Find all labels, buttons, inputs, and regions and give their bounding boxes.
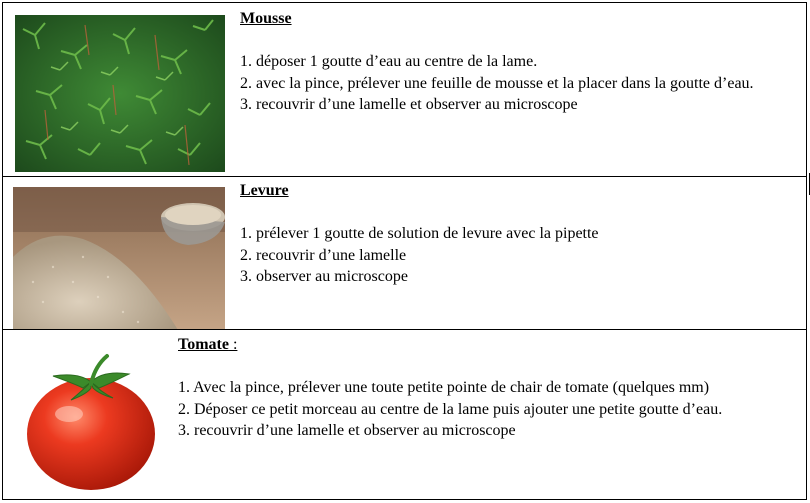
section-text-mousse <box>240 8 800 116</box>
title-text: Tomate <box>178 336 229 353</box>
section-title-tomate <box>178 334 796 356</box>
step-1: 1. Avec la pince, prélever une toute petite pointe de chair de tomate (quelques mm) <box>178 379 710 396</box>
yeast-image <box>13 187 225 330</box>
procedure-table <box>2 2 807 500</box>
title-suffix: : <box>228 336 238 353</box>
title-text: Mousse <box>240 10 292 27</box>
step-2: 2. recouvrir d’une lamelle <box>240 246 407 264</box>
section-text-tomate <box>178 334 796 442</box>
tomato-image <box>21 352 161 492</box>
table-row-mousse <box>3 3 806 176</box>
moss-photo <box>15 15 225 172</box>
step-1: 1. prélever 1 goutte de solution de levure avec la pipette <box>240 225 599 242</box>
step-1: 1. déposer 1 goutte d’eau au centre de la lame. <box>240 53 538 70</box>
section-title-levure <box>240 180 800 202</box>
yeast-photo <box>13 187 225 330</box>
table-row-levure <box>3 176 806 329</box>
section-text-levure <box>240 180 800 288</box>
step-2: 2. avec la pince, prélever une feuille de mousse et la placer dans la goutte d’eau. <box>240 74 754 92</box>
step-3: 3. recouvrir d’une lamelle et observer au microscope <box>240 96 578 113</box>
section-title-mousse <box>240 8 800 30</box>
table-row-tomate <box>3 329 806 499</box>
step-2: 2. Déposer ce petit morceau au centre de la lame puis ajouter une petite goutte d’eau. <box>178 400 723 418</box>
moss-image <box>15 15 225 172</box>
title-text: Levure <box>240 182 289 199</box>
step-3: 3. observer au microscope <box>240 268 408 285</box>
tomato-photo <box>21 352 161 492</box>
step-3: 3. recouvrir d’une lamelle et observer au microscope <box>178 422 516 439</box>
